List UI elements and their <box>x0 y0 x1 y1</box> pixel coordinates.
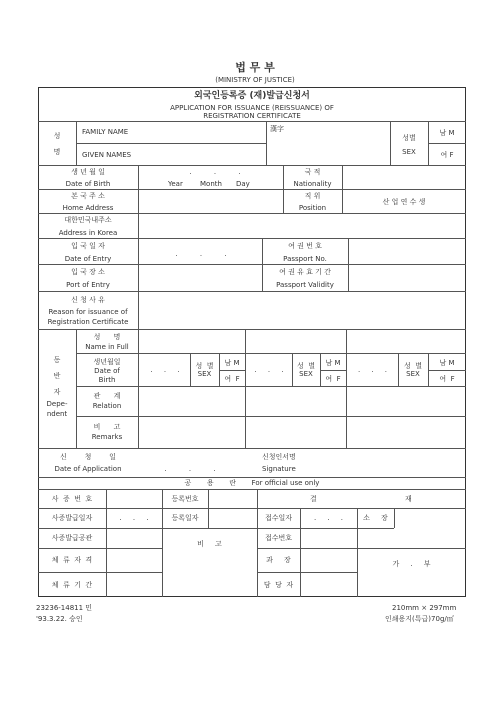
issue-office-label: 사증발급공관 <box>51 534 93 542</box>
approve-reject-label: 가 . 부 <box>392 560 431 568</box>
entry-date-dots: . . . <box>175 250 227 258</box>
passport-no-label-kr: 여 권 번 호 <box>288 242 322 250</box>
dep-remarks-label-kr: 비 고 <box>93 423 121 431</box>
visa-issue-date-label: 사증발급일자 <box>51 514 93 522</box>
rule <box>219 370 245 371</box>
reason-label-kr: 신 청 사 유 <box>71 296 105 304</box>
sex-label-en: SEX <box>402 148 416 156</box>
rule <box>38 329 466 330</box>
korea-address-label-kr: 대한민국내주소 <box>64 216 112 224</box>
dep-name-label-kr: 성 명 <box>93 333 121 341</box>
rule <box>76 416 466 417</box>
approval-date: '93.3.22. 승인 <box>36 615 83 623</box>
rule <box>38 238 466 239</box>
rule <box>394 508 395 528</box>
hanja-label: 漢字 <box>270 125 284 133</box>
signature-label-en: Signature <box>262 465 296 473</box>
rule <box>106 489 107 597</box>
rule <box>38 572 162 573</box>
dep3-male-option[interactable]: 남 M <box>439 359 455 367</box>
dep2-sex-label-en: SEX <box>299 370 313 378</box>
reason-label-en-2: Registration Certificate <box>47 318 129 326</box>
form-title-kr: 외국인등록증 (재)발급신청서 <box>194 91 310 101</box>
nationality-label-kr: 국 적 <box>304 168 321 176</box>
rule <box>266 121 267 165</box>
dep3-sex-label-kr: 성 별 <box>404 362 422 370</box>
form-title-en-1: APPLICATION FOR ISSUANCE (REISSUANCE) OF <box>170 104 334 112</box>
dep1-sex-label-en: SEX <box>197 370 212 378</box>
dep-name-label-en: Name in Full <box>85 343 129 351</box>
reg-no-label: 등록번호 <box>171 495 199 503</box>
ministry-title-kr: 법 무 부 <box>235 61 275 74</box>
officer-label: 담 당 자 <box>263 581 294 589</box>
rule <box>76 143 266 144</box>
dep1-male-option[interactable]: 남 M <box>224 359 240 367</box>
rule <box>138 165 139 291</box>
visa-no-label: 사 증 번 호 <box>51 495 93 503</box>
entry-date-label-kr: 입 국 일 자 <box>71 242 105 250</box>
reg-date-label: 등록일자 <box>171 514 199 522</box>
rule <box>38 477 466 478</box>
application-date-dots: . . . <box>164 465 216 473</box>
reason-label-en-1: Reason for issuance of <box>48 308 128 316</box>
rule <box>76 353 466 354</box>
rule <box>76 121 77 165</box>
application-date-label-en: Date of Application <box>54 465 122 473</box>
decision-label-1: 결 <box>310 495 317 503</box>
signature-label-kr: 신청인서명 <box>262 453 296 461</box>
dep3-sex-label-en: SEX <box>406 370 420 378</box>
dependent-label-en-2: ndent <box>46 410 68 418</box>
stay-period-label: 체 류 기 간 <box>51 581 93 589</box>
rule <box>38 548 162 549</box>
birth-dots: . . . <box>189 168 241 176</box>
rule <box>348 238 349 291</box>
birth-label-kr: 생 년 월 일 <box>71 168 105 176</box>
dep1-sex-label-kr: 성 별 <box>195 362 214 370</box>
industry-trainee-text: 산 업 연 수 생 <box>382 198 426 206</box>
dep3-female-option[interactable]: 여 F <box>439 375 455 383</box>
sex-label-kr: 성별 <box>402 134 416 142</box>
paper-size: 210mm × 297mm <box>392 604 457 612</box>
receipt-date-dots: . . . <box>314 514 343 522</box>
name-label: 성 명 <box>53 132 61 156</box>
rule <box>76 386 466 387</box>
receipt-no-label: 접수번호 <box>264 534 293 542</box>
rule <box>208 489 209 528</box>
ministry-title-en: (MINISTRY OF JUSTICE) <box>215 76 295 84</box>
nationality-label-en: Nationality <box>293 180 332 188</box>
dep-relation-label-kr: 관 계 <box>93 392 121 400</box>
rule <box>38 165 466 166</box>
sex-female-option[interactable]: 여 F <box>440 151 454 159</box>
rule <box>257 572 357 573</box>
rule <box>320 370 346 371</box>
rule <box>390 121 391 165</box>
birth-day: Day <box>236 180 250 188</box>
dep-relation-label-en: Relation <box>92 402 122 410</box>
passport-validity-label-kr: 여 권 유 효 기 간 <box>279 268 331 276</box>
dependent-label-en-1: Depe- <box>46 400 68 408</box>
rule <box>346 329 347 448</box>
rule <box>38 264 466 265</box>
dep2-sex-label-kr: 성 별 <box>297 362 315 370</box>
position-label-en: Position <box>298 204 327 212</box>
dep3-birth-dots: . . . <box>358 366 387 374</box>
dep-birth-label-en-1: Date of <box>94 367 120 375</box>
form-number: 23236-14811 민 <box>36 604 93 612</box>
home-address-label-en: Home Address <box>62 204 114 212</box>
rule <box>38 489 466 490</box>
section-chief-label: 과 장 <box>266 556 291 564</box>
korea-address-label-en: Address in Korea <box>58 229 118 237</box>
entry-date-label-en: Date of Entry <box>64 255 112 263</box>
sex-male-option[interactable]: 남 M <box>439 129 455 137</box>
rule <box>428 143 466 144</box>
port-label-kr: 입 국 장 소 <box>71 268 105 276</box>
stay-status-label: 체 류 자 격 <box>51 556 93 564</box>
application-date-label-kr: 신 청 일 <box>60 453 116 461</box>
paper-type: 인쇄용지(특급)70g/㎡ <box>385 615 454 623</box>
dep-birth-label-en-2: Birth <box>98 376 116 384</box>
dep-remarks-label-en: Remarks <box>91 433 123 441</box>
rule <box>38 508 466 509</box>
rule <box>138 329 139 448</box>
dep2-female-option[interactable]: 여 F <box>325 375 341 383</box>
rule <box>38 189 466 190</box>
family-name-label: FAMILY NAME <box>82 128 129 136</box>
dep2-birth-dots: . . . <box>254 366 284 374</box>
birth-year: Year <box>168 180 183 188</box>
official-use-title: 공 용 란 For official use only <box>184 479 320 487</box>
rule <box>38 528 394 529</box>
dependent-label-kr: 동 반 자 <box>53 356 61 396</box>
passport-no-label-en: Passport No. <box>283 255 327 263</box>
receipt-date-label: 접수일자 <box>264 514 293 522</box>
rule <box>38 121 466 122</box>
decision-label-2: 재 <box>405 495 412 503</box>
rule <box>257 548 466 549</box>
dep2-male-option[interactable]: 남 M <box>325 359 341 367</box>
dep1-birth-dots: . . . <box>150 366 180 374</box>
dep1-female-option[interactable]: 여 F <box>224 375 240 383</box>
birth-month: Month <box>200 180 222 188</box>
given-names-label: GIVEN NAMES <box>82 151 132 159</box>
birth-label-en: Date of Birth <box>65 180 111 188</box>
rule <box>38 291 466 292</box>
head-label: 소 장 <box>363 514 388 522</box>
rule <box>38 213 466 214</box>
rule <box>245 329 246 448</box>
port-label-en: Port of Entry <box>66 281 110 289</box>
home-address-label-kr: 본 국 주 소 <box>71 192 105 200</box>
dep-birth-label-kr: 생년월일 <box>93 358 121 366</box>
rule <box>428 370 466 371</box>
rule <box>138 291 139 329</box>
visa-issue-date-dots: . . . <box>119 514 149 522</box>
official-remarks-label: 비 고 <box>197 540 222 548</box>
form-title-en-2: REGISTRATION CERTIFICATE <box>203 112 301 120</box>
rule <box>38 448 466 449</box>
position-label-kr: 직 위 <box>304 192 321 200</box>
passport-validity-label-en: Passport Validity <box>276 281 334 289</box>
